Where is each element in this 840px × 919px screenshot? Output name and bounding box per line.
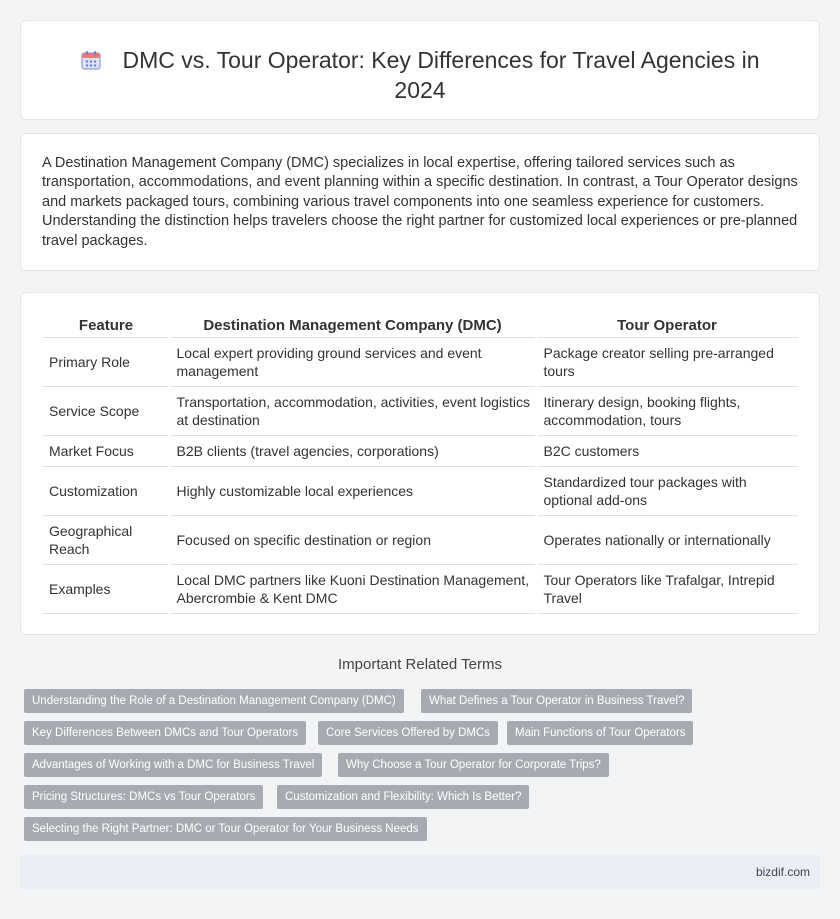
header-feature: Feature [43, 315, 169, 337]
dmc-cell: B2B clients (travel agencies, corporations) [169, 435, 536, 466]
related-term-tag[interactable]: Pricing Structures: DMCs vs Tour Operators [24, 785, 263, 809]
related-term-tag[interactable]: What Defines a Tour Operator in Business Travel? [421, 689, 692, 713]
page-title: DMC vs. Tour Operator: Key Differences for Travel Agencies in 2024 [122, 47, 760, 103]
feature-cell: Service Scope [43, 386, 169, 435]
related-term-tag[interactable]: Selecting the Right Partner: DMC or Tour Operator for Your Business Needs [24, 817, 427, 841]
feature-cell: Primary Role [43, 337, 169, 386]
feature-cell: Customization [43, 466, 169, 515]
feature-cell: Geographical Reach [43, 515, 169, 564]
feature-cell: Examples [43, 564, 169, 613]
header-dmc: Destination Management Company (DMC) [169, 315, 536, 337]
related-term-tag[interactable]: Advantages of Working with a DMC for Business Travel [24, 753, 322, 777]
tour-operator-cell: Tour Operators like Trafalgar, Intrepid Travel [536, 564, 798, 613]
intro-paragraph: A Destination Management Company (DMC) specializes in local expertise, offering tailored services such as transportation, accommodations, and event planning within a specific destination. In contrast, a Tour Operator designs and markets packaged tours, combining various travel components into one seamless experience for customers. Understanding the distinction helps travelers choose the right partner for customized local experiences or pre-planned travel packages. [42, 155, 798, 249]
intro-card [20, 133, 820, 271]
related-term-tag[interactable]: Main Functions of Tour Operators [507, 721, 693, 745]
related-term-tag[interactable]: Core Services Offered by DMCs [318, 721, 498, 745]
page-title-row [21, 45, 819, 105]
related-term-tag[interactable]: Why Choose a Tour Operator for Corporate Trips? [338, 753, 609, 777]
dmc-cell: Local expert providing ground services and event management [169, 337, 536, 386]
tour-operator-cell: B2C customers [536, 435, 798, 466]
tour-operator-cell: Operates nationally or internationally [536, 515, 798, 564]
dmc-cell: Focused on specific destination or region [169, 515, 536, 564]
dmc-cell: Highly customizable local experiences [169, 466, 536, 515]
calendar-icon [80, 49, 102, 71]
tour-operator-cell: Itinerary design, booking flights, accommodation, tours [536, 386, 798, 435]
header-card [20, 20, 820, 120]
dmc-cell: Local DMC partners like Kuoni Destination Management, Abercrombie & Kent DMC [169, 564, 536, 613]
related-terms-title: Important Related Terms [338, 656, 502, 673]
tour-operator-cell: Standardized tour packages with optional add-ons [536, 466, 798, 515]
tour-operator-cell: Package creator selling pre-arranged tours [536, 337, 798, 386]
related-term-tag[interactable]: Key Differences Between DMCs and Tour Operators [24, 721, 306, 745]
comparison-table-card [20, 292, 820, 635]
header-tour-operator: Tour Operator [536, 315, 798, 337]
comparison-table [43, 315, 798, 614]
table-row [43, 564, 798, 613]
table-row [43, 466, 798, 515]
feature-cell: Market Focus [43, 435, 169, 466]
footer-bar [20, 855, 820, 889]
table-row [43, 435, 798, 466]
table-row [43, 337, 798, 386]
related-term-tag[interactable]: Customization and Flexibility: Which Is Better? [277, 785, 529, 809]
table-header-row [43, 315, 798, 337]
dmc-cell: Transportation, accommodation, activities, event logistics at destination [169, 386, 536, 435]
table-row [43, 386, 798, 435]
related-term-tag[interactable]: Understanding the Role of a Destination Management Company (DMC) [24, 689, 404, 713]
footer-site[interactable]: bizdif.com [755, 865, 810, 879]
table-row [43, 515, 798, 564]
